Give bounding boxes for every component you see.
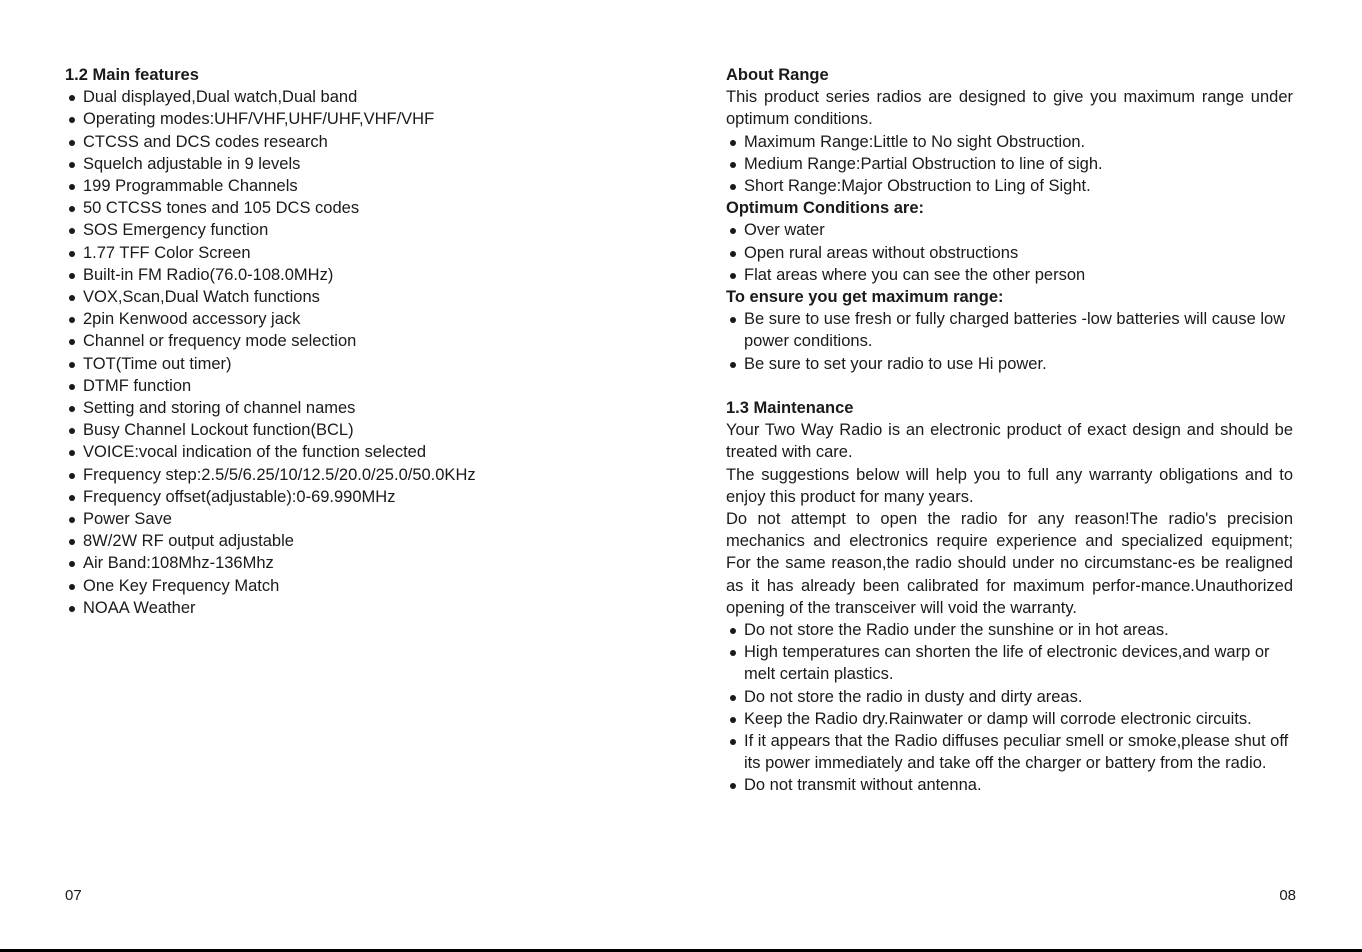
bullet-icon (69, 406, 75, 412)
optimum-conditions-heading: Optimum Conditions are: (726, 199, 924, 218)
range-list (726, 131, 1293, 198)
bullet-icon (730, 140, 736, 146)
bullet-icon (69, 162, 75, 168)
bullet-icon (69, 206, 75, 212)
ensure-range-heading: To ensure you get maximum range: (726, 288, 1004, 307)
list-item: Operating modes:UHF/VHF,UHF/UHF,VHF/VHF (65, 108, 625, 130)
bullet-icon (69, 584, 75, 590)
maintenance-paragraph: Do not attempt to open the radio for any reason!The radio's precision mechanics and electronics require experience and specialized equipment; For the same reason,the radio should under no circumstanc-es be realigned as it has already been calibrated for maximum perfor-mance.Unauthorized opening of the transceiver will void the warranty. (726, 510, 1293, 617)
bullet-icon (69, 362, 75, 368)
bullet-icon (69, 339, 75, 345)
maintenance-paragraph: Your Two Way Radio is an electronic product of exact design and should be treated with care. (726, 421, 1293, 462)
list-item: Over water (726, 219, 1293, 241)
list-item: Open rural areas without obstructions (726, 242, 1293, 264)
bullet-icon (730, 273, 736, 279)
ensure-range-section (726, 286, 1293, 375)
page-number-right: 08 (1279, 887, 1296, 904)
list-item: NOAA Weather (65, 597, 625, 619)
list-item: Squelch adjustable in 9 levels (65, 153, 625, 175)
list-item: Air Band:108Mhz-136Mhz (65, 552, 625, 574)
bullet-icon (730, 739, 736, 745)
bullet-icon (730, 184, 736, 190)
bullet-icon (69, 117, 75, 123)
list-item: Keep the Radio dry.Rainwater or damp will corrode electronic circuits. (726, 708, 1293, 730)
list-item: Be sure to use fresh or fully charged batteries -low batteries will cause low power conditions. (726, 308, 1293, 352)
list-item: Maximum Range:Little to No sight Obstruction. (726, 131, 1293, 153)
main-features-heading: 1.2 Main features (65, 66, 199, 84)
maintenance-section (726, 397, 1293, 797)
ensure-range-list (726, 308, 1293, 375)
features-list (65, 86, 625, 619)
bullet-icon (69, 606, 75, 612)
bullet-icon (730, 162, 736, 168)
list-item: 8W/2W RF output adjustable (65, 530, 625, 552)
bullet-icon (69, 450, 75, 456)
bullet-icon (69, 184, 75, 190)
about-range-intro: This product series radios are designed to give you maximum range under optimum conditions. (726, 88, 1293, 129)
optimum-conditions-list (726, 219, 1293, 286)
page-number-left: 07 (65, 887, 82, 904)
list-item: Do not store the Radio under the sunshine or in hot areas. (726, 619, 1293, 641)
list-item: Flat areas where you can see the other person (726, 264, 1293, 286)
list-item: VOX,Scan,Dual Watch functions (65, 286, 625, 308)
list-item: VOICE:vocal indication of the function selected (65, 441, 625, 463)
bullet-icon (69, 295, 75, 301)
list-item: Do not transmit without antenna. (726, 774, 1293, 796)
about-range-section (726, 64, 1293, 197)
right-page (681, 0, 1362, 952)
list-item: Do not store the radio in dusty and dirty areas. (726, 686, 1293, 708)
bullet-icon (69, 384, 75, 390)
list-item: Dual displayed,Dual watch,Dual band (65, 86, 625, 108)
bullet-icon (730, 228, 736, 234)
bullet-icon (730, 717, 736, 723)
bullet-icon (69, 140, 75, 146)
maintenance-paragraph: The suggestions below will help you to full any warranty obligations and to enjoy this product for many years. (726, 465, 1293, 506)
bullet-icon (69, 251, 75, 257)
bullet-icon (69, 473, 75, 479)
optimum-conditions-section (726, 197, 1293, 286)
bullet-icon (69, 539, 75, 545)
list-item: High temperatures can shorten the life of electronic devices,and warp or melt certain plastics. (726, 641, 1293, 685)
bullet-icon (69, 495, 75, 501)
bullet-icon (730, 251, 736, 257)
list-item: If it appears that the Radio diffuses peculiar smell or smoke,please shut off its power immediately and take off the charger or battery from the radio. (726, 730, 1293, 774)
list-item: Be sure to set your radio to use Hi power. (726, 353, 1293, 375)
list-item: SOS Emergency function (65, 219, 625, 241)
list-item: 1.77 TFF Color Screen (65, 242, 625, 264)
bullet-icon (69, 317, 75, 323)
maintenance-list (726, 619, 1293, 797)
list-item: 50 CTCSS tones and 105 DCS codes (65, 197, 625, 219)
bullet-icon (730, 650, 736, 656)
list-item: Busy Channel Lockout function(BCL) (65, 419, 625, 441)
list-item: CTCSS and DCS codes research (65, 131, 625, 153)
list-item: Medium Range:Partial Obstruction to line of sigh. (726, 153, 1293, 175)
list-item: Frequency step:2.5/5/6.25/10/12.5/20.0/25.0/50.0KHz (65, 464, 625, 486)
list-item: DTMF function (65, 375, 625, 397)
maintenance-heading: 1.3 Maintenance (726, 399, 854, 418)
list-item: Frequency offset(adjustable):0-69.990MHz (65, 486, 625, 508)
list-item: Power Save (65, 508, 625, 530)
list-item: One Key Frequency Match (65, 575, 625, 597)
list-item: Channel or frequency mode selection (65, 330, 625, 352)
bullet-icon (730, 362, 736, 368)
list-item: TOT(Time out timer) (65, 353, 625, 375)
right-column (726, 64, 1293, 797)
list-item: Built-in FM Radio(76.0-108.0MHz) (65, 264, 625, 286)
bullet-icon (69, 273, 75, 279)
bullet-icon (69, 517, 75, 523)
list-item: 2pin Kenwood accessory jack (65, 308, 625, 330)
bullet-icon (69, 428, 75, 434)
bullet-icon (730, 628, 736, 634)
bullet-icon (69, 228, 75, 234)
list-item: Short Range:Major Obstruction to Ling of Sight. (726, 175, 1293, 197)
about-range-heading: About Range (726, 66, 829, 84)
bullet-icon (69, 95, 75, 101)
bullet-icon (730, 317, 736, 323)
list-item: 199 Programmable Channels (65, 175, 625, 197)
bullet-icon (730, 783, 736, 789)
section-gap (726, 375, 1293, 397)
bullet-icon (730, 695, 736, 701)
main-features-section (65, 64, 625, 619)
list-item: Setting and storing of channel names (65, 397, 625, 419)
bullet-icon (69, 561, 75, 567)
